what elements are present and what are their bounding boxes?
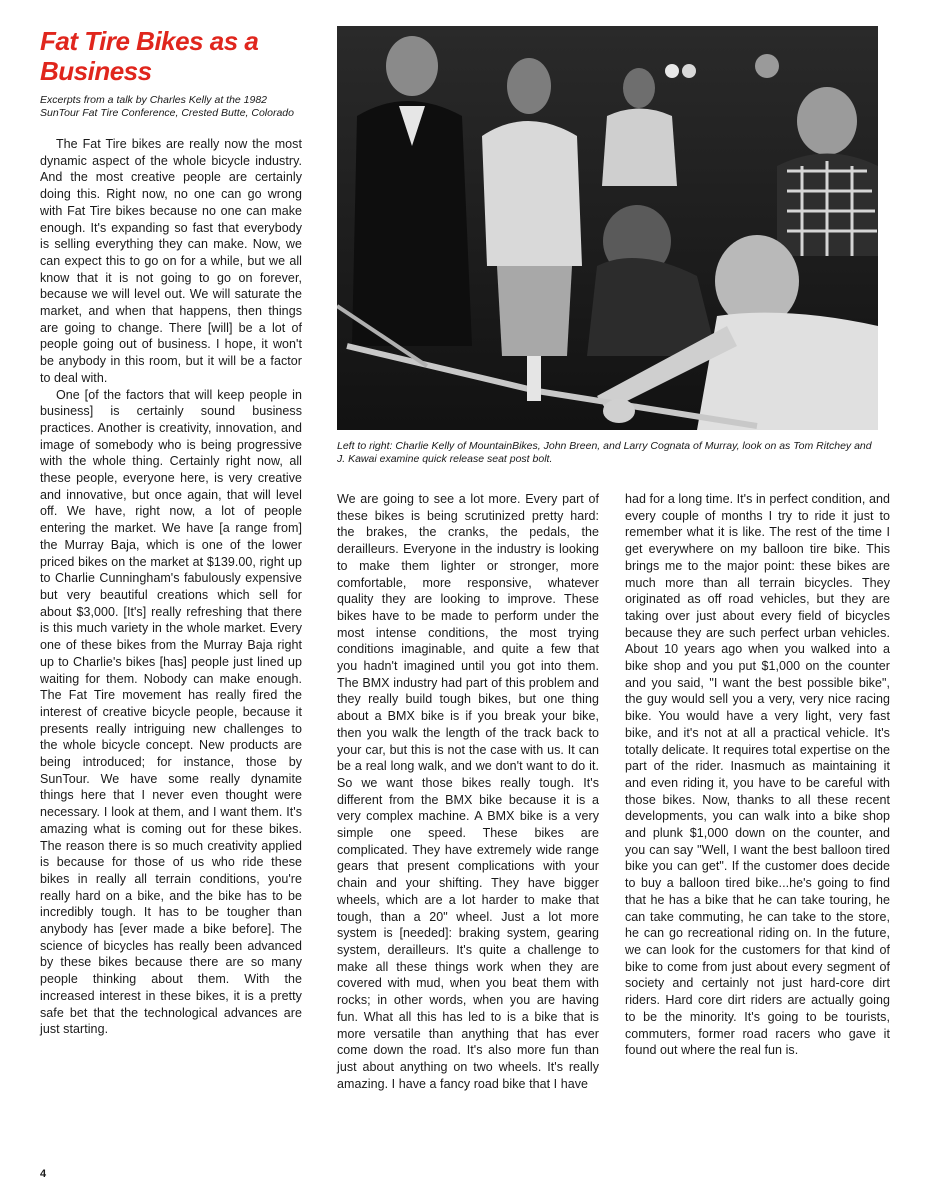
paragraph: had for a long time. It's in perfect condition, and every couple of months I try to ride it just to remember what it is like. The rest of the time I get everywhere on my balloon tire bike. This brings me to the major point: these bikes are much more than all terrain bicycles. They originated as off road vehicles, but they are taking over just about every field of bicycles because they are such perfect urban vehicles. About 10 years ago when you walked into a bike shop and you put $1,000 on the counter and you said, "I want the best possible bike", the guy would sell you a very, very nice racing bike. You would have a very light, very fast bike, and it's not at all a practical vehicle. It's totally delicate. It requires total expertise on the part of the rider. Inasmuch as maintaining it and even riding it, you have to be careful with those bikes. Now, thanks to all these recent developments, you can walk into a bike shop and plunk $1,000 down on the counter, and you can say "Well, I want the best balloon tired bike you can get". If the customer does decide to buy a balloon tired bike...he's going to find that he has a bike that he can take touring, he can take commuting, he can take to the store, he can go recreational riding on. In the future, we can look for the customers for that kind of bike to come from just about every segment of society and certainly not just hard-core dirt riders. Hard core dirt riders are actually going to be the minority. It's going to be tourists, commuters, former road racers who gave it found out where the real fun is. <box>625 492 890 1058</box>
page-number: 4 <box>40 1168 47 1180</box>
text-column-3 <box>625 491 890 1059</box>
article-subtitle: Excerpts from a talk by Charles Kelly at the 1982 SunTour Fat Tire Conference, Crested Butte, Colorado <box>40 94 294 119</box>
text-column-1 <box>40 136 302 1038</box>
text-column-2 <box>337 491 599 1092</box>
event-photo <box>337 26 878 430</box>
paragraph: The Fat Tire bikes are really now the most dynamic aspect of the whole bicycle industry. And the most creative people are certainly doing this. Right now, no one can go wrong with Fat Tire bikes because no one can make enough. It's expanding so fast that everybody is selling everything they can make. Now, we can expect this to go on for a while, but we all know that it is not going to go on forever, because we will level out. We will saturate the market, and when that happens, then things are going to change. There [will] be a lot of people going out of business. I hope, it won't be anybody in this room, but it will be a factor to deal with. <box>40 137 302 385</box>
article-title: Fat Tire Bikes as a Business <box>40 26 259 86</box>
paragraph: We are going to see a lot more. Every part of these bikes is being scrutinized pretty hard: the brakes, the cranks, the pedals, the derailleurs. Everyone in the industry is looking to make them lighter or stronger, more comfortable, more responsive, whatever quality they are looking to improve. These bikes have to be made to perform under the most intense conditions, the most trying conditions imaginable, and quite a few that you hadn't imagined until you got into them. The BMX industry had part of this problem and they really build tough bikes, but one thing about a BMX bike is if you break your bike, then you walk the length of the track back to your car, but this is not the case with us. It can be a real long walk, and we don't want to do it. So we want those bikes really tough. It's different from the BMX bike because it is a very complex machine. A BMX bike is a very simple one speed. These bikes are complicated. They have extremely wide range gears that present complications with your chain and your shifting. They have bigger wheels, which are a lot harder to make that tough, than a 20" wheel. Just a lot more system is [needed]: braking system, gearing system, derailleurs. It's quite a challenge to make all these things work when they are covered with mud, when you beat them with rocks; in other words, when you are having fun. What all this has led to is a bike that is more versatile than anything that has ever come down the road. It's also more fun than just about anything on two wheels. It's really amazing. I have a fancy road bike that I have <box>337 492 599 1091</box>
photo-illustration <box>337 26 878 430</box>
paragraph: One [of the factors that will keep people in business] is certainly sound business practices. Another is creativity, innovation, and image of somebody who is being progressive with the whole thing. Certainly right now, all these people, everyone here, is very creative and innovative, but once again, that will level off. We have, right now, a lot of people entering the market. We have [a range from] the Murray Baja, which is one of the lower priced bikes on the market at $139.00, right up to Charlie Cunningham's fabulously expensive but very beautiful creations which sell for about $3,000. [It's] really refreshing that there is this much variety in the whole market. Every one of these bikes from the Murray Baja right up to Charlie's bikes [has] people just lined up waiting for them. Nobody can make enough. The Fat Tire movement has really fired the interest of creative bicycle people, because it presents really intriguing new challenges to the whole bicycle concept. New products are being introduced; for instance, those by SunTour. We have some really dynamite things here that I never even thought were necessary. I look at them, and I want them. It's amazing what is coming out for these bikes. The reason there is so much creativity applied is because for those of us who ride these bikes in really all terrain conditions, you're really hard on a bike, and the bike has to be incredibly tough. It has to be tougher than anybody has [ever made a bike before]. The science of bicycles has really been advanced by these bikes because there are so many people thinking about them. With the increased interest in these bikes, it is a pretty safe bet that the technological advances are just starting. <box>40 387 302 1037</box>
photo-caption: Left to right: Charlie Kelly of MountainBikes, John Breen, and Larry Cognata of Murray, look on as Tom Ritchey and J. Kawai examine quick release seat post bolt. <box>337 440 872 465</box>
